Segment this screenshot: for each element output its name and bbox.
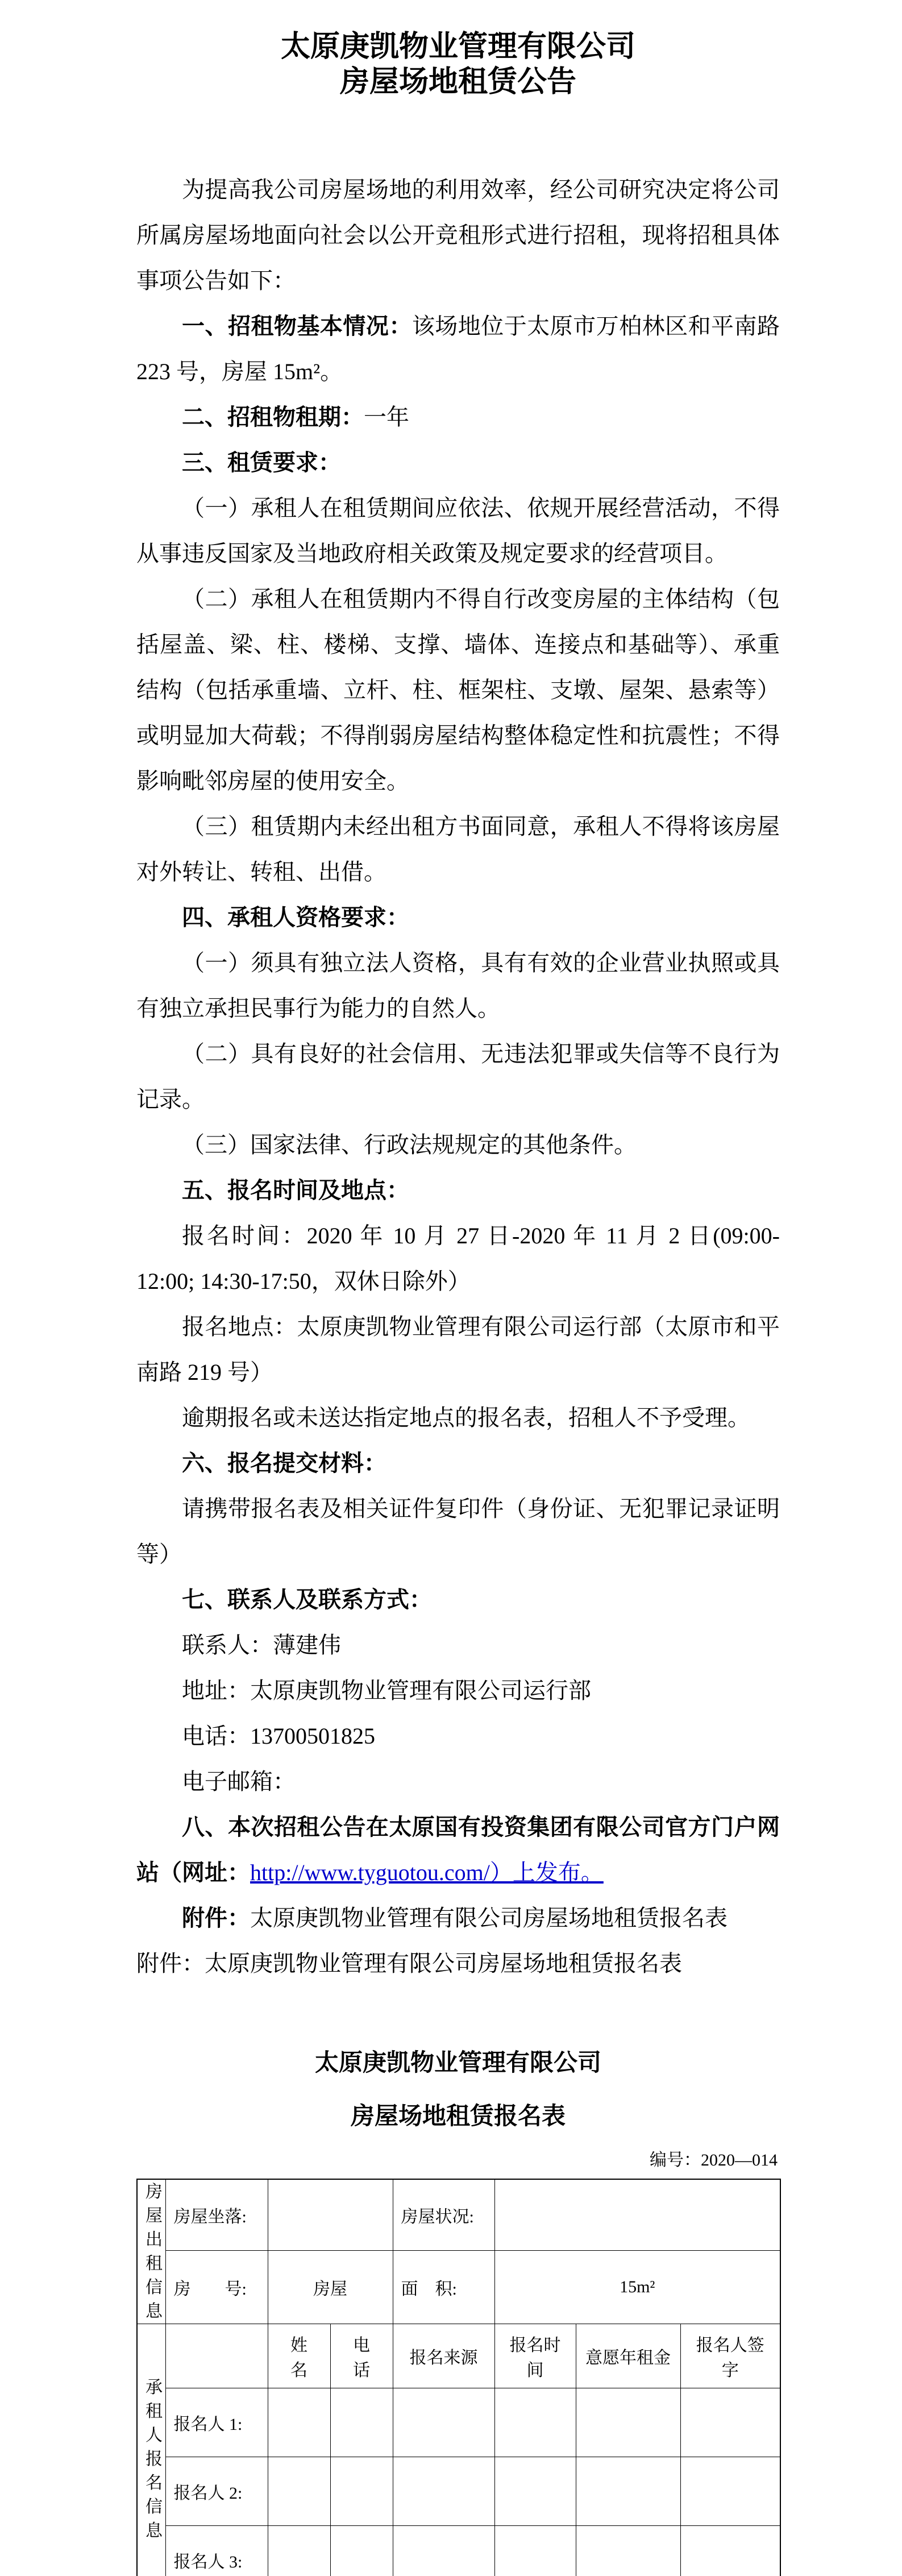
area-value-cell: 15m² [494, 2251, 780, 2324]
paragraph-item8 [136, 1805, 780, 1895]
table-row-applicant-2 [137, 2457, 780, 2526]
paragraph-item6 [136, 1441, 780, 1486]
house-number-value-cell: 房屋 [268, 2251, 393, 2324]
rental-signup-form-table [136, 2179, 781, 2576]
item2-label: 二、招租物租期： [182, 404, 364, 430]
applicant3-name-cell [268, 2526, 330, 2576]
item5-label: 五、报名时间及地点： [182, 1177, 409, 1203]
attachment-ref2-text: 附件：太原庚凯物业管理有限公司房屋场地租赁报名表 [136, 1951, 682, 1976]
applicant3-signature-cell [680, 2526, 780, 2576]
contact-email-text: 电子邮箱： [182, 1769, 296, 1794]
paragraph-item1 [136, 304, 780, 395]
attachment-ref1-text: 太原庚凯物业管理有限公司房屋场地租赁报名表 [250, 1905, 728, 1931]
applicant2-source-cell [393, 2457, 494, 2526]
applicant1-phone-cell [330, 2388, 393, 2457]
item4-label: 四、承租人资格要求： [182, 905, 409, 930]
item1-label: 一、招租物基本情况： [182, 313, 412, 339]
paragraph-item4-sub2 [136, 1031, 780, 1122]
applicant1-rent-cell [576, 2388, 680, 2457]
document-number: 编号：2020—014 [650, 2151, 778, 2170]
header-phone-cell: 电 话 [330, 2324, 393, 2388]
table-row-house-location [137, 2179, 780, 2251]
applicant3-rent-cell [576, 2526, 680, 2576]
table-row-applicant-1 [137, 2388, 780, 2457]
header-empty-cell [165, 2324, 268, 2388]
header-name-cell: 姓 名 [268, 2324, 330, 2388]
contact-person-text: 联系人：薄建伟 [182, 1632, 341, 1658]
applicant3-time-cell [494, 2526, 576, 2576]
house-location-value-cell [268, 2179, 393, 2251]
paragraph-overdue-note [136, 1395, 780, 1441]
applicant1-name-cell [268, 2388, 330, 2457]
item4-sub1-text: （一）须具有独立法人资格，具有有效的企业营业执照或具有独立承担民事行为能力的自然人。 [136, 950, 780, 1021]
item6-label: 六、报名提交材料： [182, 1450, 386, 1476]
paragraph-item3 [136, 440, 780, 486]
portal-website-link[interactable]: http://www.tyguotou.com/）上发布。 [250, 1860, 604, 1885]
house-condition-value-cell [494, 2179, 780, 2251]
table-row-column-headers [137, 2324, 780, 2388]
vertical-header-house-rental-info: 房屋出租信息 [137, 2179, 165, 2324]
paragraph-intro-text: 为提高我公司房屋场地的利用效率，经公司研究决定将公司所属房屋场地面向社会以公开竞租形式进行招租，现将招租具体事项公告如下： [136, 177, 780, 293]
paragraph-item3-sub3 [136, 804, 780, 895]
applicant3-label-cell: 报名人 3: [165, 2526, 268, 2576]
applicant3-phone-cell [330, 2526, 393, 2576]
attachment-title-line2: 房屋场地租赁报名表 [350, 2104, 566, 2130]
paragraph-item4 [136, 895, 780, 940]
paragraph-intro [136, 167, 780, 304]
applicant2-name-cell [268, 2457, 330, 2526]
materials-text: 请携带报名表及相关证件复印件（身份证、无犯罪记录证明等） [136, 1496, 780, 1567]
item3-sub2-text: （二）承租人在租赁期内不得自行改变房屋的主体结构（包括屋盖、梁、柱、楼梯、支撑、墙体、连接点和基础等）、承重结构（包括承重墙、立杆、柱、框架柱、支墩、屋架、悬索等）或明显加大荷载；不得削弱房屋结构整体稳定性和抗震性；不得影响毗邻房屋的使用安全。 [136, 586, 780, 794]
attachment-title-line1: 太原庚凯物业管理有限公司 [314, 2050, 601, 2076]
item4-sub3-text: （三）国家法律、行政法规规定的其他条件。 [182, 1132, 637, 1158]
house-condition-label-cell: 房屋状况: [393, 2179, 494, 2251]
header-source-cell: 报名来源 [393, 2324, 494, 2388]
document-title-block [136, 30, 780, 100]
vertical-header-applicant-info: 承租人报名信息 [137, 2324, 165, 2576]
paragraph-contact-email [136, 1759, 780, 1805]
item7-label: 七、联系人及联系方式： [182, 1587, 432, 1612]
paragraph-attachment-ref2 [136, 1941, 780, 1986]
paragraph-item3-sub1 [136, 486, 780, 576]
applicant1-time-cell [494, 2388, 576, 2457]
contact-address-text: 地址：太原庚凯物业管理有限公司运行部 [182, 1678, 591, 1703]
signup-time-text: 报名时间：2020 年 10 月 27 日-2020 年 11 月 2 日(09:00-12:00; 14:30-17:50，双休日除外） [136, 1223, 780, 1294]
paragraph-attachment-ref1 [136, 1895, 780, 1941]
house-number-label-cell: 房 号: [165, 2251, 268, 2324]
signup-place-text: 报名地点：太原庚凯物业管理有限公司运行部（太原市和平南路 219 号） [136, 1314, 780, 1385]
paragraph-item4-sub3 [136, 1122, 780, 1168]
table-row-house-number [137, 2251, 780, 2324]
paragraph-materials [136, 1486, 780, 1577]
area-label-cell: 面 积: [393, 2251, 494, 2324]
paragraph-signup-time [136, 1213, 780, 1304]
paragraph-contact-person [136, 1623, 780, 1668]
house-location-label-cell: 房屋坐落: [165, 2179, 268, 2251]
table-row-applicant-3 [137, 2526, 780, 2576]
applicant2-time-cell [494, 2457, 576, 2526]
applicant1-signature-cell [680, 2388, 780, 2457]
announcement-body [136, 167, 780, 1986]
item3-sub1-text: （一）承租人在租赁期间应依法、依规开展经营活动，不得从事违反国家及当地政府相关政策及规定要求的经营项目。 [136, 495, 780, 566]
paragraph-item2 [136, 395, 780, 440]
applicant1-label-cell: 报名人 1: [165, 2388, 268, 2457]
item8-label: 八、本次招租公告在太原国有投资集团有限公司官方门户网站（网址： [136, 1814, 780, 1885]
item1-text: 该场地位于太原市万柏林区和平南路 223 号，房屋 15m²。 [136, 313, 780, 384]
overdue-note-text: 逾期报名或未送达指定地点的报名表，招租人不予受理。 [182, 1405, 750, 1430]
item4-sub2-text: （二）具有良好的社会信用、无违法犯罪或失信等不良行为记录。 [136, 1041, 780, 1112]
applicant2-phone-cell [330, 2457, 393, 2526]
paragraph-contact-address [136, 1668, 780, 1714]
item3-sub3-text: （三）租赁期内未经出租方书面同意，承租人不得将该房屋对外转让、转租、出借。 [136, 814, 780, 885]
applicant2-signature-cell [680, 2457, 780, 2526]
paragraph-item5 [136, 1168, 780, 1213]
paragraph-item3-sub2 [136, 576, 780, 804]
paragraph-contact-phone [136, 1714, 780, 1759]
header-signature-cell: 报名人签字 [680, 2324, 780, 2388]
header-time-cell: 报名时间 [494, 2324, 576, 2388]
paragraph-signup-place [136, 1304, 780, 1395]
attachment-ref1-label: 附件： [182, 1905, 250, 1931]
paragraph-item7 [136, 1577, 780, 1623]
applicant2-rent-cell [576, 2457, 680, 2526]
applicant1-source-cell [393, 2388, 494, 2457]
applicant3-source-cell [393, 2526, 494, 2576]
attachment-form-section [136, 2049, 780, 2576]
applicant2-label-cell: 报名人 2: [165, 2457, 268, 2526]
contact-phone-text: 电话：13700501825 [182, 1723, 375, 1749]
document-title-line2: 房屋场地租赁公告 [339, 66, 576, 98]
document-title-line1: 太原庚凯物业管理有限公司 [280, 31, 635, 63]
item2-text: 一年 [364, 404, 409, 430]
header-rent-cell: 意愿年租金 [576, 2324, 680, 2388]
paragraph-item4-sub1 [136, 940, 780, 1031]
item3-label: 三、租赁要求： [182, 450, 341, 475]
